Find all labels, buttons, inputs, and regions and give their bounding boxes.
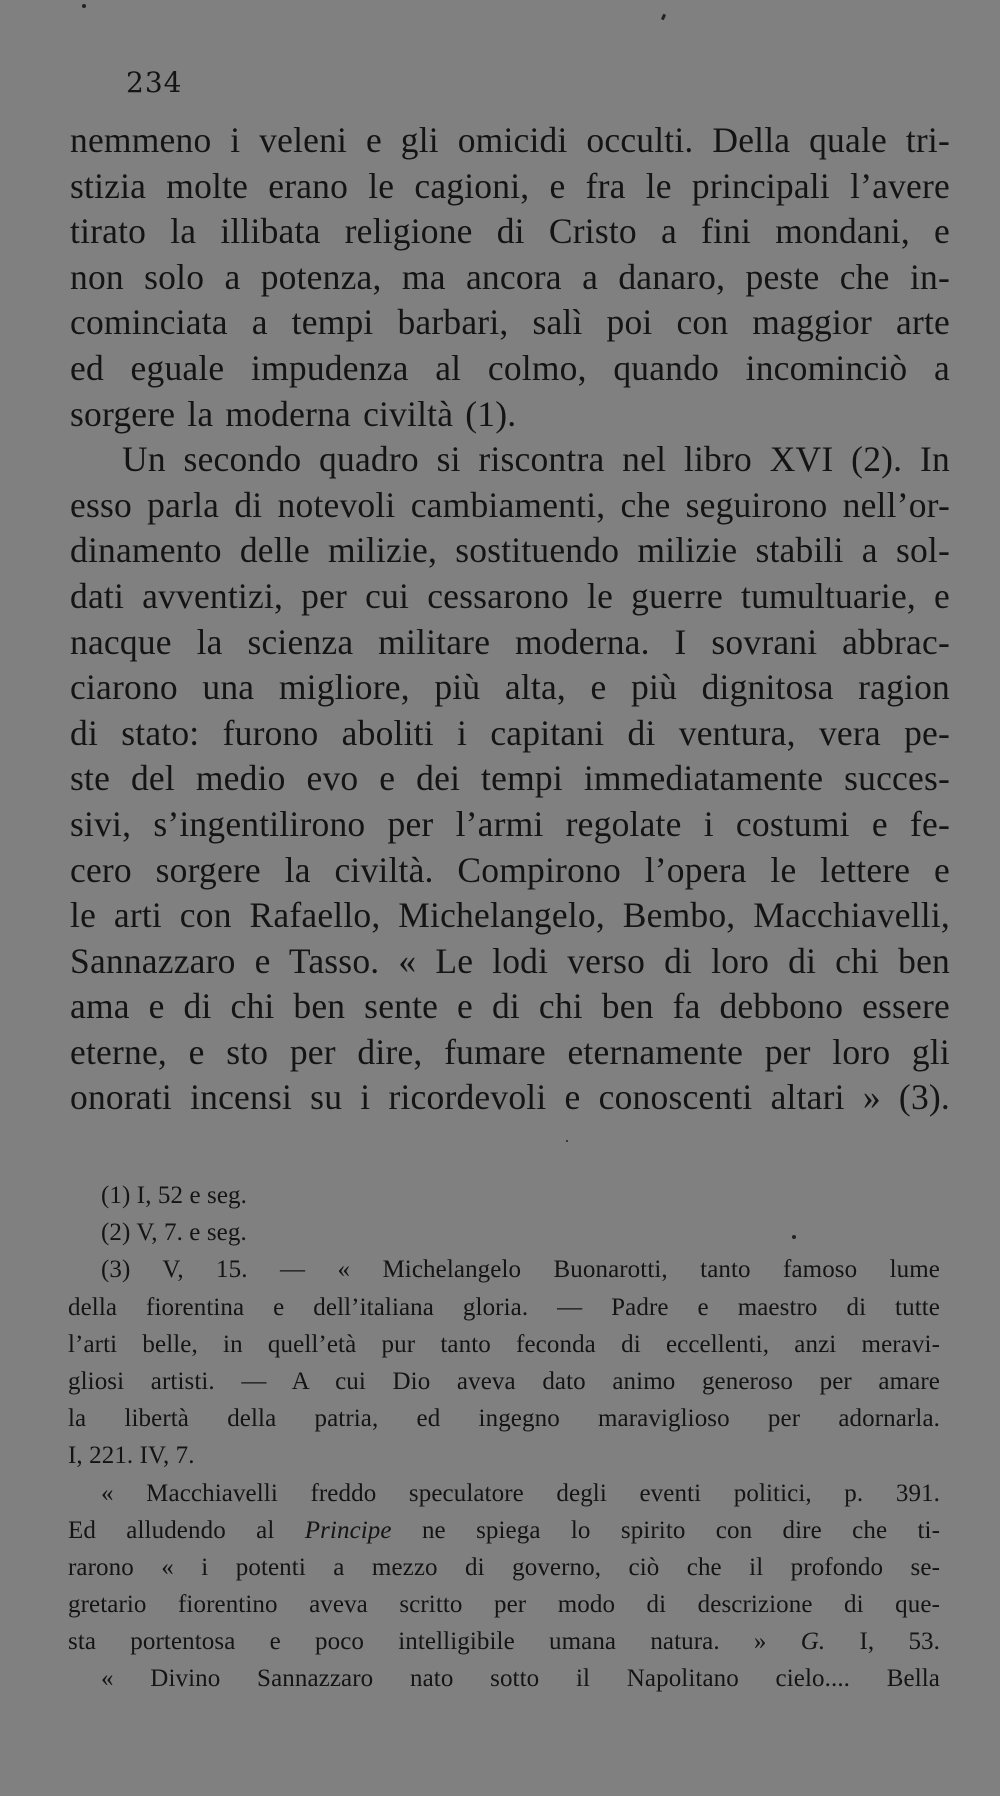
ink-speck	[792, 1235, 796, 1239]
text-line: cero sorgere la civiltà. Compirono l’opera le lettere e	[70, 849, 950, 890]
text-line: sivi, s’ingentilirono per l’armi regolate i costumi e fe-	[70, 803, 950, 844]
text-line: ste del medio evo e dei tempi immediatamente succes-	[70, 758, 950, 799]
ink-speck	[661, 14, 666, 21]
page-number: 234	[126, 66, 183, 99]
footnote-line: « Divino Sannazzaro nato sotto il Napolitano cielo.... Bella	[101, 1665, 940, 1693]
footnote-line: l’arti belle, in quell’età pur tanto feconda di eccellenti, anzi meravi-	[68, 1330, 940, 1358]
ink-speck	[82, 4, 86, 8]
text-line: ciarono una migliore, più alta, e più dignitosa ragion	[70, 667, 950, 708]
text-line: onorati incensi su i ricordevoli e conoscenti altari » (3).	[70, 1077, 950, 1118]
ink-speck	[566, 1140, 568, 1142]
text-line: eterne, e sto per dire, fumare eternamente per loro gli	[70, 1031, 950, 1072]
text-line: cominciata a tempi barbari, salì poi con maggior arte	[70, 302, 950, 343]
text-line: tirato la illibata religione di Cristo a fini mondani, e	[70, 211, 950, 252]
footnote-line: I, 221. IV, 7.	[68, 1442, 195, 1470]
footnote-line	[68, 1623, 940, 1660]
text-line: ama e di chi ben sente e di chi ben fa debbono essere	[70, 986, 950, 1027]
text-line: di stato: furono aboliti i capitani di ventura, vera pe-	[70, 712, 950, 753]
footnote-line: la libertà della patria, ed ingegno maraviglioso per adornarla.	[68, 1405, 940, 1433]
text-line: le arti con Rafaello, Michelangelo, Bembo, Macchiavelli,	[70, 895, 950, 936]
body-text	[70, 118, 950, 1121]
text-line: ed eguale impudenza al colmo, quando incominciò a	[70, 347, 950, 388]
footnote-text: ne spiega lo spirito con dire che ti-	[391, 1516, 940, 1544]
text-line: nemmeno i veleni e gli omicidi occulti. Della quale tri-	[70, 120, 950, 160]
text-line: dati avventizi, per cui cessarono le guerre tumultuarie, e	[70, 575, 950, 616]
footnote-line: gretario fiorentino aveva scritto per modo di descrizione di que-	[68, 1591, 940, 1619]
footnote-text: I, 53.	[825, 1628, 940, 1656]
footnote-line: gliosi artisti. — A cui Dio aveva dato animo generoso per amare	[68, 1367, 940, 1395]
text-line: non solo a potenza, ma ancora a danaro, peste che in-	[70, 256, 950, 297]
text-line: dinamento delle milizie, sostituendo milizie stabili a sol-	[70, 530, 950, 571]
text-line: Un secondo quadro si riscontra nel libro XVI (2). In	[122, 439, 950, 480]
footnote-line: rarono « i potenti a mezzo di governo, ciò che il profondo se-	[68, 1553, 940, 1581]
footnote-line: (1) I, 52 e seg.	[101, 1182, 247, 1209]
footnotes	[68, 1177, 940, 1698]
footnote-line	[68, 1512, 940, 1549]
text-line: sorgere la moderna civiltà (1).	[70, 393, 517, 434]
italic-abbrev: G.	[800, 1628, 826, 1656]
italic-title: Principe	[304, 1516, 392, 1544]
footnote-line: (2) V, 7. e seg.	[101, 1219, 247, 1247]
text-line: esso parla di notevoli cambiamenti, che seguirono nell’or-	[70, 484, 950, 525]
footnote-line: (3) V, 15. — « Michelangelo Buonarotti, tanto famoso lume	[101, 1256, 940, 1284]
footnote-text: Ed alludendo al	[68, 1516, 305, 1544]
footnote-line: della fiorentina e dell’italiana gloria. — Padre e maestro di tutte	[68, 1293, 940, 1321]
text-line: Sannazzaro e Tasso. « Le lodi verso di loro di chi ben	[70, 940, 950, 981]
text-line: stizia molte erano le cagioni, e fra le principali l’avere	[70, 165, 950, 206]
footnote-text: sta portentosa e poco intelligibile umana natura. »	[68, 1628, 801, 1656]
footnote-line: « Macchiavelli freddo speculatore degli eventi politici, p. 391.	[101, 1479, 940, 1507]
text-line: nacque la scienza militare moderna. I sovrani abbrac-	[70, 621, 950, 662]
